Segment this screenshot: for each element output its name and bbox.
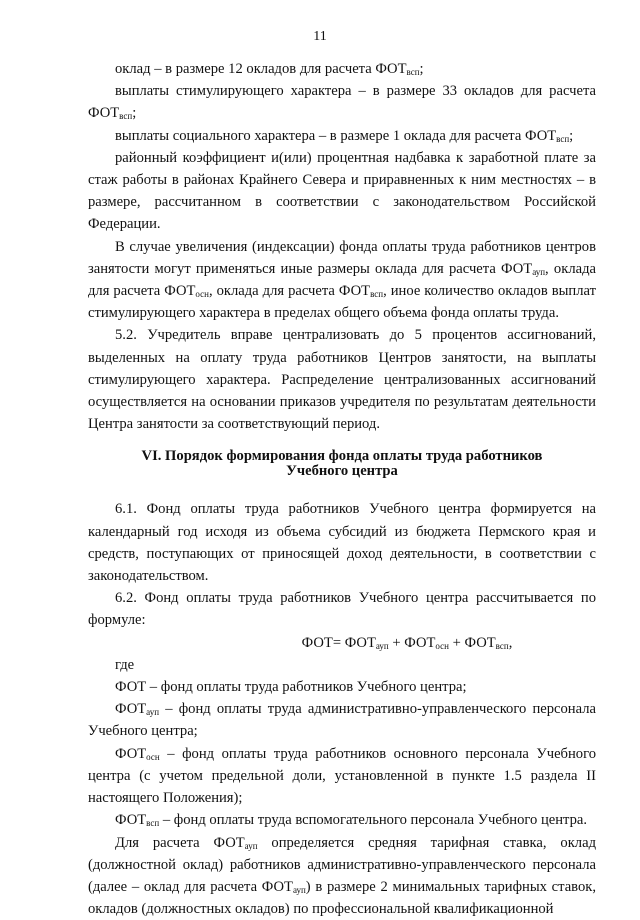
text: ) в размере 2 минимальных тарифных ставок, окладов (должностных окладов) по профессиональной квалификационной: [88, 879, 596, 917]
paragraph-aup-calculation: [88, 832, 596, 920]
text: – фонд оплаты труда работников основного персонала Учебного центра (с учетом предельной доли, установленной в пункте 1.5 раздела II настоящего Положения);: [88, 746, 596, 806]
paragraph-5-2: 5.2. Учредитель вправе централизовать до 5 процентов ассигнований, выделенных на оплату труда работников Центров занятости, на выплаты стимулирующего характера. Распределение централизованных ассигнований осуществляется на основании приказов учредителя по результатам деятельности Центра занятости за соответствующий период.: [88, 324, 596, 435]
subscript: всп: [556, 134, 569, 144]
text: ;: [132, 105, 136, 121]
subscript: ауп: [376, 641, 389, 651]
subscript: всп: [146, 818, 159, 828]
definition-fot-vsp: [88, 809, 596, 831]
paragraph-indexation: [88, 236, 596, 325]
text: Для расчета ФОТ: [115, 835, 245, 851]
page-number: 11: [0, 29, 640, 45]
text: оклад – в размере 12 окладов для расчета ФОТ: [115, 61, 407, 77]
text: ;: [420, 61, 424, 77]
text: ФОТ: [115, 701, 146, 717]
text: ФОТ: [115, 812, 146, 828]
text: выплаты стимулирующего характера – в размере 33 окладов для расчета ФОТ: [88, 83, 596, 121]
text: – фонд оплаты труда вспомогательного персонала Учебного центра.: [159, 812, 587, 828]
text: + ФОТ: [389, 635, 436, 651]
paragraph-social-payments: [88, 125, 596, 147]
text: , иное количество окладов выплат стимулирующего характера в пределах общего объема фонда оплаты труда.: [88, 283, 596, 321]
text: , оклада для расчета ФОТ: [88, 261, 596, 299]
text: ФОТ: [115, 746, 146, 762]
text: ,: [509, 635, 513, 651]
heading-line-2: Учебного центра: [286, 463, 398, 479]
definition-fot: ФОТ – фонд оплаты труда работников Учебного центра;: [88, 676, 596, 698]
subscript: ауп: [532, 267, 545, 277]
text: – фонд оплаты труда административно-управленческого персонала Учебного центра;: [88, 701, 596, 739]
paragraph-incentive-payments: [88, 80, 596, 124]
subscript: всп: [119, 111, 132, 121]
text: , оклада для расчета ФОТ: [209, 283, 370, 299]
subscript: ауп: [293, 885, 306, 895]
subscript: осн: [146, 752, 160, 762]
subscript: всп: [496, 641, 509, 651]
formula: [88, 632, 596, 654]
paragraph-salary-auxiliary: [88, 58, 596, 80]
text: + ФОТ: [449, 635, 496, 651]
section-heading: [88, 449, 596, 479]
definition-fot-osn: [88, 743, 596, 810]
subscript: ауп: [146, 707, 159, 717]
subscript: всп: [370, 289, 383, 299]
text: ФОТ= ФОТ: [302, 635, 376, 651]
subscript: ауп: [245, 841, 258, 851]
paragraph-6-2: 6.2. Фонд оплаты труда работников Учебного центра рассчитывается по формуле:: [88, 587, 596, 631]
text: В случае увеличения (индексации) фонда оплаты труда работников центров занятости могут применяться иные размеры оклада для расчета ФОТ: [88, 239, 596, 277]
text: ;: [569, 128, 573, 144]
paragraph-6-1: 6.1. Фонд оплаты труда работников Учебного центра формируется на календарный год исходя из объема субсидий из бюджета Пермского края и средств, поступающих от приносящей доход деятельности, в соответствии с законодательством.: [88, 498, 596, 587]
paragraph-regional-coefficient: районный коэффициент и(или) процентная надбавка к заработной плате за стаж работы в районах Крайнего Севера и приравненных к ним местностях – в размере, рассчитанном в соответствии с законодательством Российской Федерации.: [88, 147, 596, 236]
subscript: всп: [407, 67, 420, 77]
subscript: осн: [195, 289, 209, 299]
text: выплаты социального характера – в размере 1 оклада для расчета ФОТ: [115, 128, 556, 144]
text: определяется средняя тарифная ставка, оклад (должностной оклад) работников административно-управленческого персонала (далее – оклад для расчета ФОТ: [88, 835, 596, 895]
document-body: [88, 58, 596, 920]
heading-line-1: VI. Порядок формирования фонда оплаты труда работников: [142, 448, 543, 464]
subscript: осн: [435, 641, 449, 651]
definition-fot-aup: [88, 698, 596, 742]
paragraph-where: где: [88, 654, 596, 676]
